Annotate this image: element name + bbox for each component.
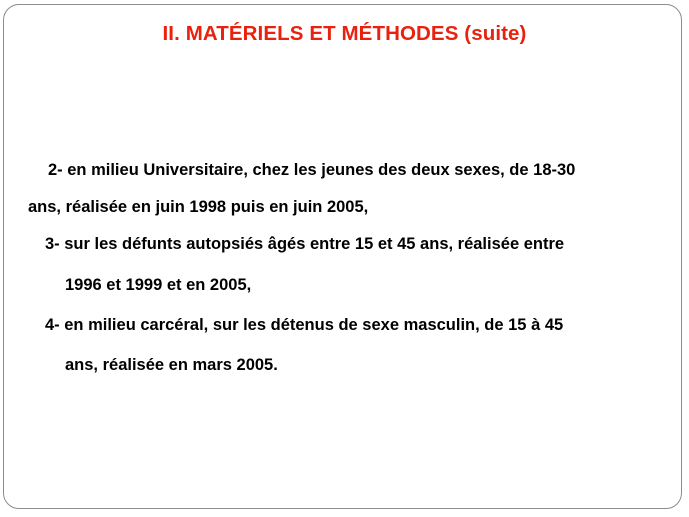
slide-frame [3, 4, 682, 509]
body-line-item-4: 4- en milieu carcéral, sur les détenus de sexe masculin, de 15 à 45 [45, 316, 564, 334]
body-line-item-4-continued: ans, réalisée en mars 2005. [65, 356, 278, 374]
slide-title: II. MATÉRIELS ET MÉTHODES (suite) [162, 22, 527, 45]
body-line-item-3: 3- sur les défunts autopsiés âgés entre 15 et 45 ans, réalisée entre [45, 235, 565, 253]
body-line-item-2: 2- en milieu Universitaire, chez les jeunes des deux sexes, de 18-30 [48, 161, 576, 179]
body-line-item-3-continued: 1996 et 1999 et en 2005, [65, 276, 252, 294]
body-line-item-2-continued: ans, réalisée en juin 1998 puis en juin 2005, [28, 198, 369, 216]
